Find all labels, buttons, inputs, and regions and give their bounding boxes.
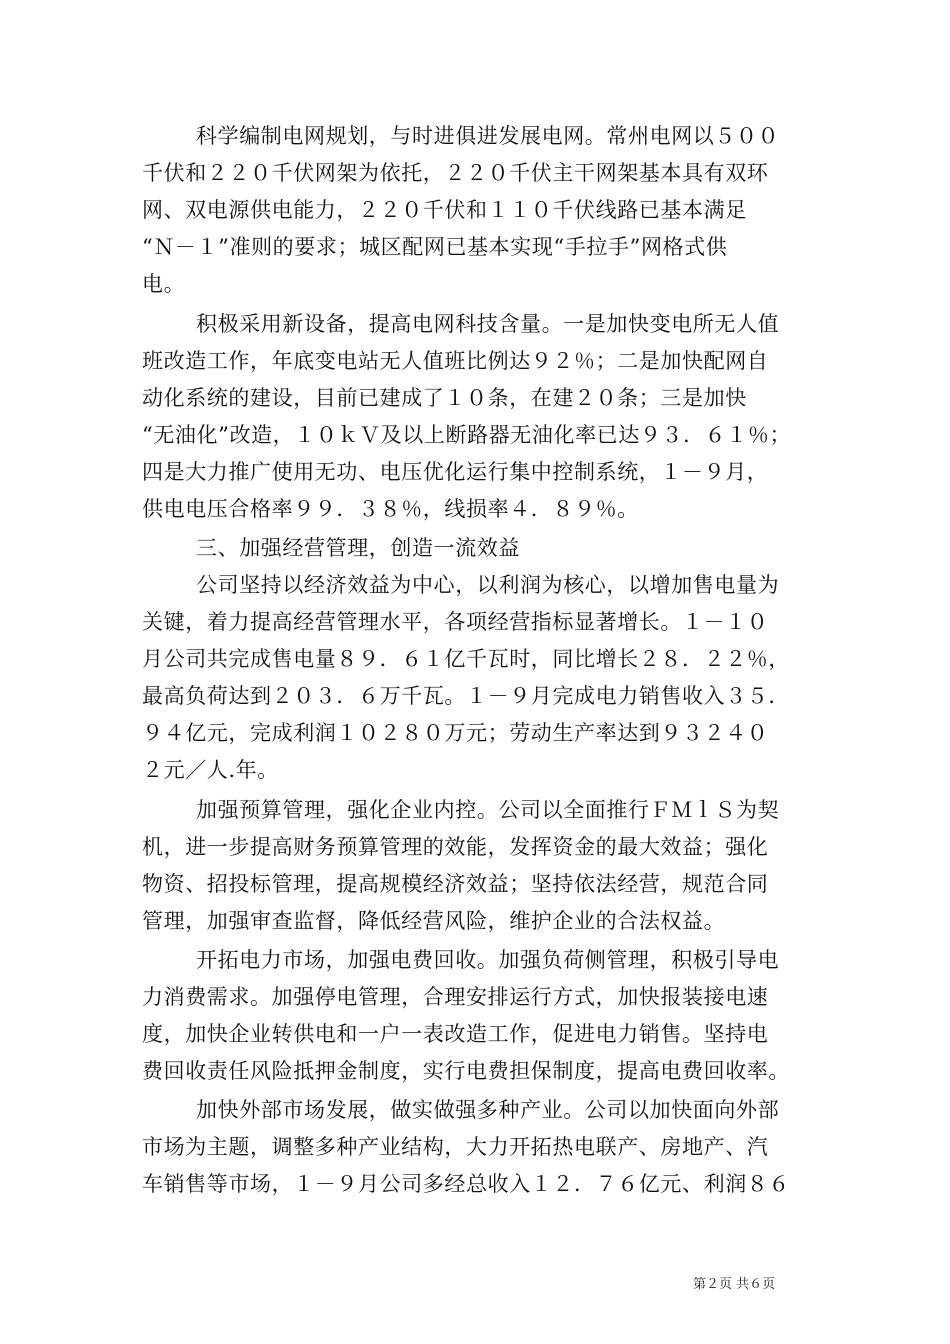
paragraph-line: 度，加快企业转供电和一户一表改造工作，促进电力销售。坚持电 bbox=[142, 1022, 769, 1046]
paragraph-line: 市场为主题，调整多种产业结构，大力开拓热电联产、房地产、汽 bbox=[142, 1135, 769, 1159]
paragraph-line: 科学编制电网规划，与时进俱进发展电网。常州电网以５００ bbox=[196, 124, 780, 148]
paragraph-line: 千伏和２２０千伏网架为依托，２２０千伏主干网架基本具有双环 bbox=[142, 161, 769, 185]
paragraph-line: 开拓电力市场，加强电费回收。加强负荷侧管理，积极引导电 bbox=[196, 948, 780, 972]
paragraph-line: ２元／人.年。 bbox=[142, 758, 279, 782]
paragraph-line: 物资、招投标管理，提高规模经济效益；坚持依法经营，规范合同 bbox=[142, 872, 769, 896]
paragraph-line: 积极采用新设备，提高电网科技含量。一是加快变电所无人值 bbox=[196, 312, 780, 336]
paragraph-line: 管理，加强审查监督，降低经营风险，维护企业的合法权益。 bbox=[142, 909, 726, 933]
paragraph-line: 最高负荷达到２０３．６万千瓦。１－９月完成电力销售收入３５． bbox=[142, 684, 790, 708]
paragraph-line: ９４亿元，完成利润１０２８０万元；劳动生产率达到９３２４０ bbox=[142, 721, 769, 745]
paragraph-line: 供电电压合格率９９．３８％，线损率４．８９％。 bbox=[142, 497, 639, 521]
paragraph-line: 公司坚持以经济效益为中心，以利润为核心，以增加售电量为 bbox=[196, 573, 780, 597]
section-heading: 三、加强经营管理，创造一流效益 bbox=[196, 536, 520, 560]
paragraph-line: 加快外部市场发展，做实做强多种产业。公司以加快面向外部 bbox=[196, 1098, 780, 1122]
paragraph-line: 加强预算管理，强化企业内控。公司以全面推行ＦＭｌＳ为契 bbox=[196, 798, 780, 822]
paragraph-line: 电。 bbox=[142, 272, 186, 296]
paragraph-line: 四是大力推广使用无功、电压优化运行集中控制系统，１－９月， bbox=[142, 460, 769, 484]
paragraph-line: 班改造工作，年底变电站无人值班比例达９２％；二是加快配网自 bbox=[142, 349, 769, 373]
paragraph-line: “无油化”改造，１０ｋＶ及以上断路器无油化率已达９３．６１％； bbox=[142, 423, 792, 447]
paragraph-line: 费回收责任风险抵押金制度，实行电费担保制度，提高电费回收率。 bbox=[142, 1059, 790, 1083]
paragraph-line: 关键，着力提高经营管理水平，各项经营指标显著增长。１－１０ bbox=[142, 610, 769, 634]
paragraph-line: 车销售等市场，１－９月公司多经总收入１２．７６亿元、利润８６ bbox=[142, 1172, 790, 1196]
page-number: 第２页 共６页 bbox=[693, 1277, 776, 1292]
paragraph-line: 力消费需求。加强停电管理，合理安排运行方式，加快报装接电速 bbox=[142, 985, 769, 1009]
paragraph-line: 机，进一步提高财务预算管理的效能，发挥资金的最大效益；强化 bbox=[142, 835, 769, 859]
paragraph-line: “Ｎ－１”准则的要求；城区配网已基本实现“手拉手”网格式供 bbox=[142, 235, 728, 259]
paragraph-line: 动化系统的建设，目前已建成了１０条，在建２０条；三是加快 bbox=[142, 386, 747, 410]
paragraph-line: 月公司共完成售电量８９．６１亿千瓦时，同比增长２８．２２％， bbox=[142, 647, 790, 671]
paragraph-line: 网、双电源供电能力，２２０千伏和１１０千伏线路已基本满足 bbox=[142, 198, 747, 222]
